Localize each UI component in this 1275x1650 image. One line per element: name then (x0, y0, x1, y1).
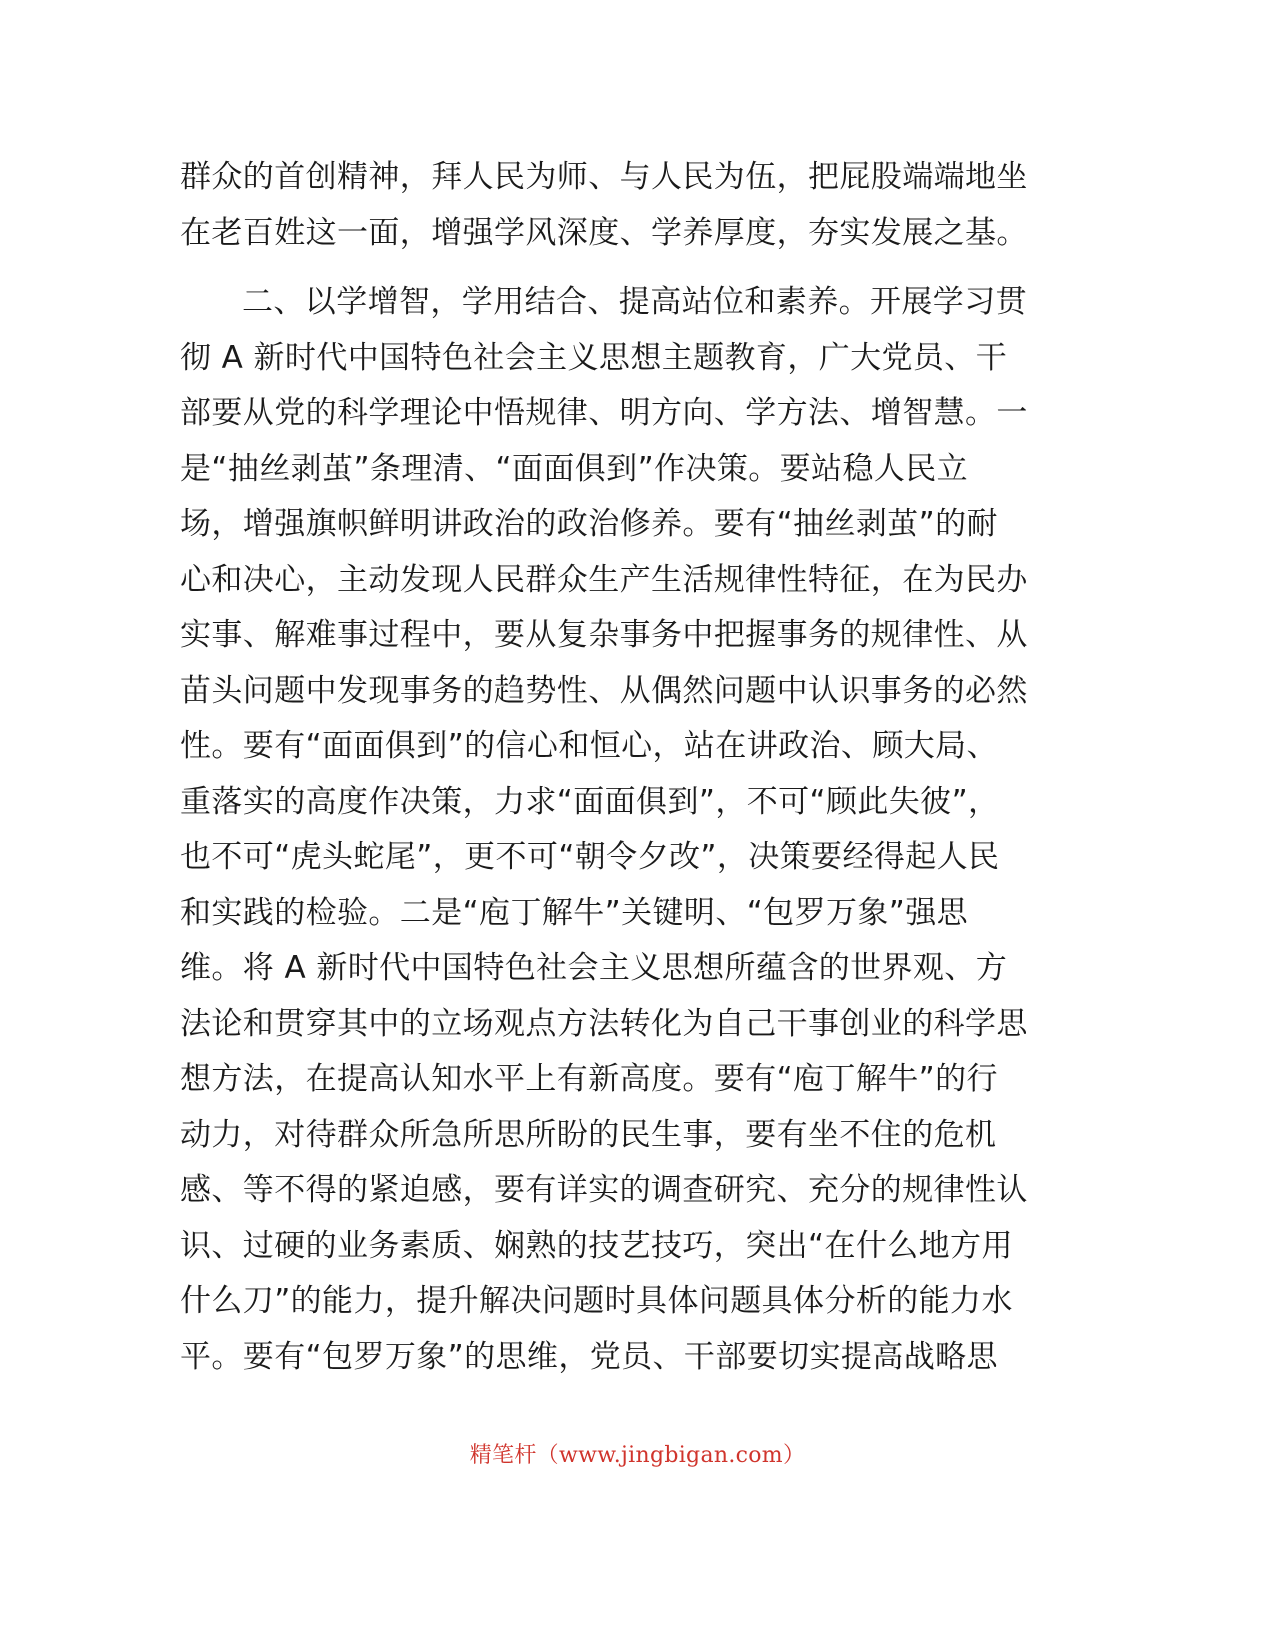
text-line: 法论和贯穿其中的立场观点方法转化为自己干事创业的科学思 (180, 1005, 1028, 1042)
text-line: 苗头问题中发现事务的趋势性、从偶然问题中认识事务的必然 (180, 672, 1028, 709)
text-line: 场，增强旗帜鲜明讲政治的政治修养。要有“抽丝剥茧”的耐 (180, 506, 998, 542)
text-line: 想方法，在提高认知水平上有新高度。要有“庖丁解牛”的行 (180, 1061, 998, 1097)
text-line: 实事、解难事过程中，要从复杂事务中把握事务的规律性、从 (180, 617, 1028, 653)
text-line: 和实践的检验。二是“庖丁解牛”关键明、“包罗万象”强思 (180, 894, 969, 931)
text-line: 动力，对待群众所急所思所盼的民生事，要有坐不住的危机 (180, 1116, 997, 1153)
text-line: 是“抽丝剥茧”条理清、“面面俱到”作决策。要站稳人民立 (180, 450, 969, 487)
text-line: 心和决心，主动发现人民群众生产生活规律性特征，在为民办 (180, 561, 1028, 598)
text-line: 部要从党的科学理论中悟规律、明方向、学方法、增智慧。一 (180, 395, 1028, 431)
text-line: 彻 A 新时代中国特色社会主义思想主题教育，广大党员、干 (180, 339, 1008, 376)
text-line: 维。将 A 新时代中国特色社会主义思想所蕴含的世界观、方 (180, 950, 1008, 986)
text-line: 性。要有“面面俱到”的信心和恒心，站在讲政治、顾大局、 (180, 728, 998, 764)
text-line: 群众的首创精神，拜人民为师、与人民为伍，把屁股端端地坐 (180, 159, 1028, 195)
text-line: 什么刀”的能力，提升解决问题时具体问题具体分析的能力水 (180, 1283, 1013, 1319)
text-line: 在老百姓这一面，增强学风深度、学养厚度，夯实发展之基。 (180, 214, 1028, 251)
text-line: 感、等不得的紧迫感，要有详实的调查研究、充分的规律性认 (180, 1172, 1028, 1208)
document-body (180, 150, 1040, 1385)
text-line: 重落实的高度作决策，力求“面面俱到”，不可“顾此失彼”， (180, 783, 1000, 820)
text-line: 识、过硬的业务素质、娴熟的技艺技巧，突出“在什么地方用 (180, 1227, 1013, 1264)
text-line: 也不可“虎头蛇尾”，更不可“朝令夕改”，决策要经得起人民 (180, 839, 1000, 875)
footer-watermark: 精笔杆（www.jingbigan.com） (469, 1443, 806, 1468)
text-line: 平。要有“包罗万象”的思维，党员、干部要切实提高战略思 (180, 1338, 998, 1375)
paragraph-start-line: 二、以学增智，学用结合、提高站位和素养。开展学习贯 (242, 284, 1027, 320)
